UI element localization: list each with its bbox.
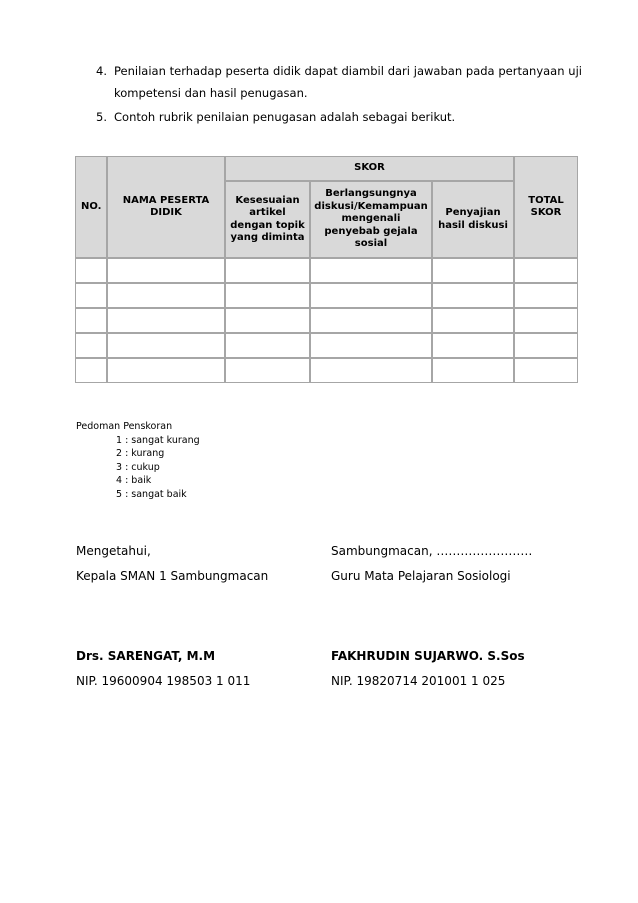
header-total: TOTAL SKOR (514, 156, 578, 258)
numbered-list (96, 60, 582, 128)
list-number: 5. (96, 110, 107, 124)
scoring-guide-item: 1 : sangat kurang (116, 434, 200, 446)
left-signature-name: Drs. SARENGAT, M.M (76, 649, 216, 663)
scoring-guide-item: 2 : kurang (116, 448, 165, 459)
header-berlangsungnya: Berlangsungnya diskusi/Kemampuan mengenali penyebab gejala sosial (310, 181, 432, 258)
table-row (75, 333, 578, 358)
table-row (75, 308, 578, 333)
list-number: 4. (96, 64, 107, 78)
scoring-guide-items (76, 434, 200, 502)
header-penyajian: Penyajian hasil diskusi (432, 181, 514, 258)
right-signature-place-date: Sambungmacan, …………………… (331, 544, 533, 558)
table-row (75, 258, 578, 283)
list-item (96, 106, 582, 128)
header-no: NO. (75, 156, 107, 258)
rubric-table (75, 156, 578, 383)
right-signature-role: Guru Mata Pelajaran Sosiologi (331, 569, 511, 583)
scoring-guide-item: 4 : baik (116, 475, 152, 486)
list-text: Contoh rubrik penilaian penugasan adalah sebagai berikut. (114, 110, 456, 124)
header-nama: NAMA PESERTA DIDIK (107, 156, 225, 258)
right-signature-name: FAKHRUDIN SUJARWO. S.Sos (331, 649, 525, 663)
scoring-guide-item: 3 : cukup (116, 461, 160, 473)
left-signature-role: Kepala SMAN 1 Sambungmacan (76, 569, 269, 583)
scoring-guide-title: Pedoman Penskoran (76, 421, 173, 432)
header-kesesuaian: Kesesuaian artikel dengan topik yang diminta (225, 181, 310, 258)
list-item (96, 60, 582, 104)
list-text: Penilaian terhadap peserta didik dapat diambil dari jawaban pada pertanyaan uji kompetensi dan hasil penugasan. (114, 64, 582, 100)
table-row (75, 283, 578, 308)
right-signature-nip: NIP. 19820714 201001 1 025 (331, 674, 506, 688)
scoring-guide-item: 5 : sangat baik (116, 488, 187, 500)
scoring-guide (76, 420, 200, 501)
header-skor: SKOR (225, 156, 514, 181)
table-row (75, 358, 578, 383)
left-signature-label: Mengetahui, (76, 544, 151, 558)
left-signature-nip: NIP. 19600904 198503 1 011 (76, 674, 251, 688)
